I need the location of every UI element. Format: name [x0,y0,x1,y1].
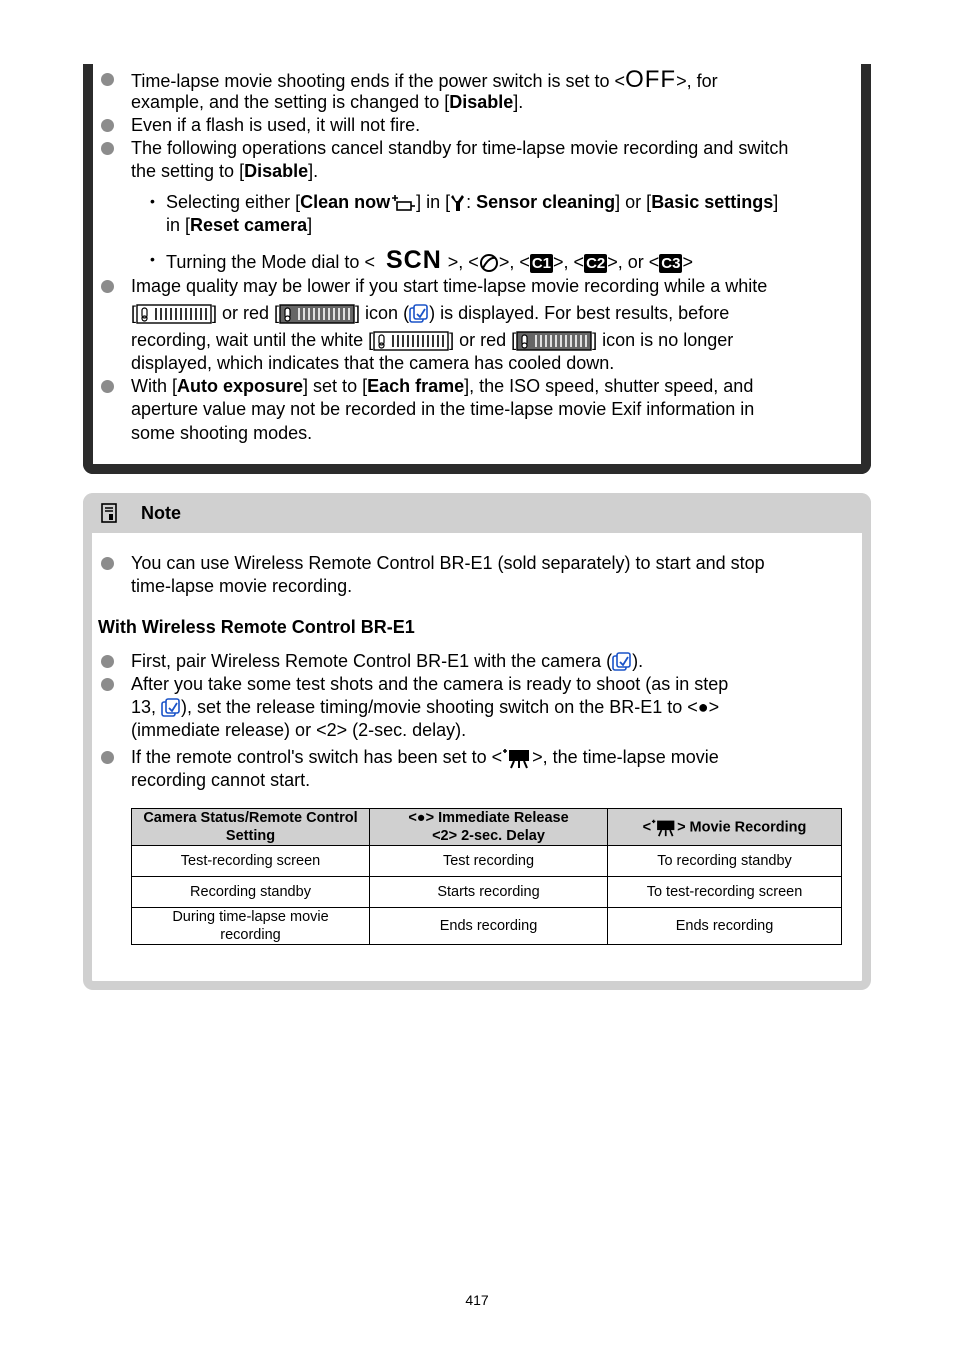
creative-assist-mode-icon [479,253,499,273]
table-header-cell: <●> Immediate Release <2> 2-sec. Delay [370,809,608,846]
table-cell: To recording standby [608,846,842,877]
clean-now-icon [390,193,416,213]
temperature-white-icon [373,331,449,351]
note-title: Note [141,503,181,523]
movie-recording-icon [651,818,677,837]
table-row [132,908,842,945]
note-header [83,493,871,533]
caution-bullet-5-line1: With [Auto exposure] set to [Each frame], the ISO speed, shutter speed, and [131,376,754,396]
note-bullet-4-line1: If the remote control's switch has been set to < >, the time-lapse movie [131,746,719,769]
bullet-marker [101,380,114,393]
table-cell: Starts recording [370,877,608,908]
bullet-marker [101,119,114,132]
bullet-marker [101,557,114,570]
c2-mode-icon: C2 [586,254,606,272]
caution-bullet-4-line3: recording, wait until the white [ ] or red [ ] icon is no longer [131,330,734,350]
caution-bullet-4-line2: [ ] or red [ ] icon ( ) is displayed. For best results, before [131,303,730,323]
c3-mode-icon: C3 [661,254,681,272]
note-bullet-2: First, pair Wireless Remote Control BR-E1 with the camera ( ). [131,651,644,671]
caution-bullet-3-line1: The following operations cancel standby for time-lapse movie recording and switch [131,138,789,158]
bullet-marker [101,73,114,86]
caution-bullet-4-line1: Image quality may be lower if you start time-lapse movie recording while a white [131,276,768,296]
note-bullet-3-line1: After you take some test shots and the camera is ready to shoot (as in step [131,674,729,694]
caution-bullet-3-line2: the setting to [Disable]. [131,161,319,181]
movie-recording-icon [502,747,532,769]
table-header-cell: Camera Status/Remote Control Setting [132,809,370,846]
note-icon [101,503,117,523]
table-cell: Test recording [370,846,608,877]
remote-control-table [131,808,842,945]
caution-bullet-1-line1: Time-lapse movie shooting ends if the power switch is set to <OFF>, for [131,66,718,93]
note-bullet-3-line3: (immediate release) or <2> (2-sec. delay). [131,720,467,740]
table-row [132,877,842,908]
caution-bullet-4-line4: displayed, which indicates that the camera has cooled down. [131,353,615,373]
bullet-marker [101,751,114,764]
caution-bullet-1-line2: example, and the setting is changed to [Disable]. [131,92,524,112]
bullet-marker [101,142,114,155]
note-bullet-1-line2: time-lapse movie recording. [131,576,353,596]
sub-bullet-dot: • [150,251,155,267]
temperature-red-icon [279,304,355,324]
table-cell: Ends recording [608,908,842,945]
table-cell: To test-recording screen [608,877,842,908]
table-cell: During time-lapse movie recording [132,908,370,945]
sub-bullet-1-line1: Selecting either [Clean now ] in [ : Sensor cleaning] or [Basic settings] [166,192,779,212]
bullet-marker [101,280,114,293]
note-bullet-4-line2: recording cannot start. [131,770,311,790]
note-bullet-1-line1: You can use Wireless Remote Control BR-E1 (sold separately) to start and stop [131,553,765,573]
table-header-cell: < > Movie Recording [608,809,842,846]
bullet-marker [101,678,114,691]
table-header-row [132,809,842,846]
page-link-icon[interactable] [161,698,181,718]
caution-bullet-5-line2: aperture value may not be recorded in the time-lapse movie Exif information in [131,399,755,419]
bullet-marker [101,655,114,668]
page-link-icon[interactable] [612,652,632,672]
note-subheading: With Wireless Remote Control BR-E1 [98,617,415,637]
page-link-icon[interactable] [409,304,429,324]
scn-mode-glyph: SCN [385,246,442,274]
sub-bullet-2: Turning the Mode dial to < SCN >, < >, < C1 >, < C2 >, or < C3 > [166,246,693,274]
power-off-glyph: OFF [625,66,677,93]
caution-bullet-2: Even if a flash is used, it will not fire. [131,115,421,135]
c1-mode-icon: C1 [531,254,552,272]
table-cell: Recording standby [132,877,370,908]
page-number: 417 [465,1292,489,1308]
table-cell: Test-recording screen [132,846,370,877]
wrench-icon [450,193,466,213]
table-row [132,846,842,877]
temperature-red-icon [516,331,592,351]
caution-bullet-5-line3: some shooting modes. [131,423,313,443]
sub-bullet-1-line2: in [Reset camera] [166,215,313,235]
note-bullet-3-line2: 13, ), set the release timing/movie shooting switch on the BR-E1 to <●> [131,697,720,717]
table-cell: Ends recording [370,908,608,945]
sub-bullet-dot: • [150,193,155,209]
temperature-white-icon [136,304,212,324]
